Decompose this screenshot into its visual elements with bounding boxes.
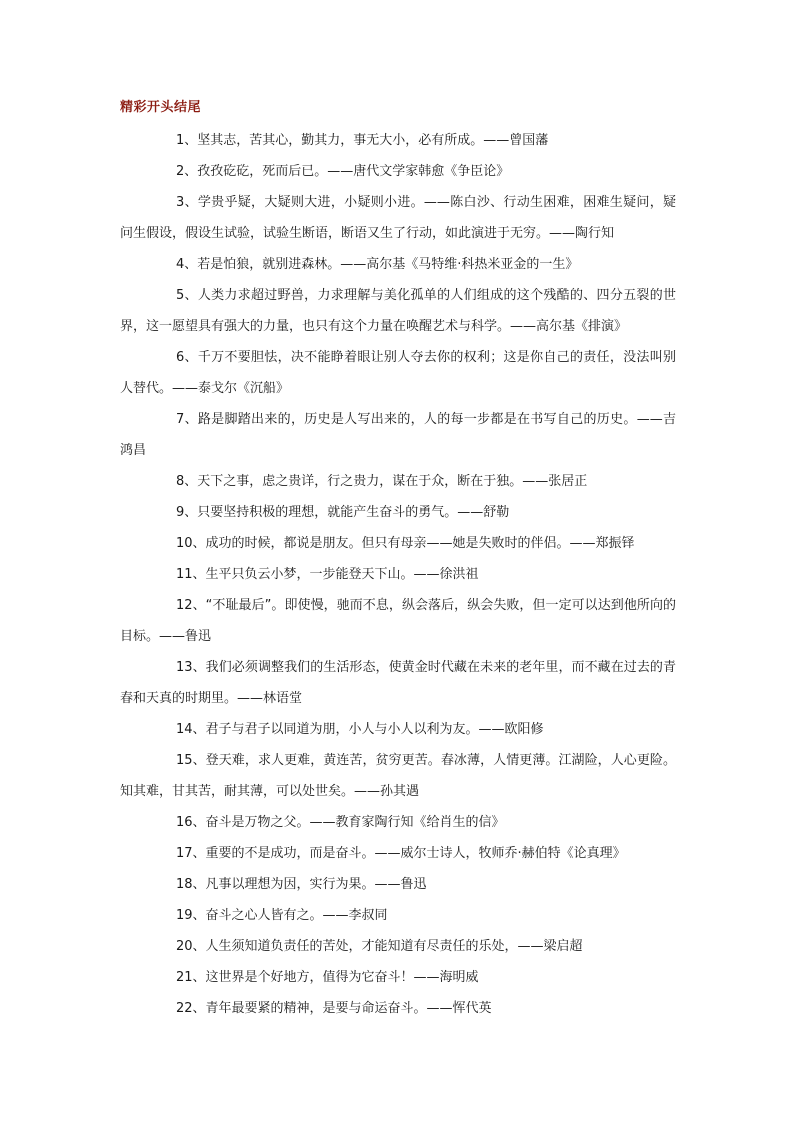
quote-21: 21、这世界是个好地方，值得为它奋斗！——海明威 bbox=[176, 970, 479, 985]
quote-6: 6、千万不要胆怯，决不能睁着眼让别人夺去你的权利；这是你自己的责任，没法叫别人替代。——泰戈尔《沉船》 bbox=[120, 350, 676, 396]
quote-2: 2、孜孜矻矻，死而后已。——唐代文学家韩愈《争臣论》 bbox=[176, 164, 510, 179]
quote-4: 4、若是怕狼，就别进森林。——高尔基《马特维·科热米亚金的一生》 bbox=[176, 257, 579, 272]
quote-19: 19、奋斗之心人皆有之。——李叔同 bbox=[176, 908, 388, 923]
quote-11: 11、生平只负云小梦，一步能登天下山。——徐洪祖 bbox=[176, 567, 479, 582]
quote-9: 9、只要坚持积极的理想，就能产生奋斗的勇气。——舒勒 bbox=[176, 505, 510, 520]
quote-7: 7、路是脚踏出来的，历史是人写出来的，人的每一步都是在书写自己的历史。——吉鸿昌 bbox=[120, 412, 676, 458]
quote-16: 16、奋斗是万物之父。——教育家陶行知《给肖生的信》 bbox=[176, 815, 505, 830]
quote-17: 17、重要的不是成功，而是奋斗。——威尔士诗人，牧师乔·赫伯特《论真理》 bbox=[176, 846, 626, 861]
document-page bbox=[120, 98, 676, 1024]
quote-22: 22、青年最要紧的精神，是要与命运奋斗。——恽代英 bbox=[176, 1001, 492, 1016]
quote-list bbox=[120, 125, 676, 1024]
quote-1: 1、坚其志，苦其心，勤其力，事无大小，必有所成。——曾国藩 bbox=[176, 133, 549, 148]
quote-15: 15、登天难，求人更难，黄连苦，贫穷更苦。春冰薄，人情更薄。江湖险，人心更险。知其难，甘其苦，耐其薄，可以处世矣。——孙其遇 bbox=[120, 753, 676, 799]
quote-13: 13、我们必须调整我们的生活形态，使黄金时代藏在未来的老年里，而不藏在过去的青春和天真的时期里。——林语堂 bbox=[120, 660, 676, 706]
quote-18: 18、凡事以理想为因，实行为果。——鲁迅 bbox=[176, 877, 427, 892]
quote-14: 14、君子与君子以同道为朋，小人与小人以利为友。——欧阳修 bbox=[176, 722, 544, 737]
quote-5: 5、人类力求超过野兽，力求理解与美化孤单的人们组成的这个残酷的、四分五裂的世界，这一愿望具有强大的力量，也只有这个力量在唤醒艺术与科学。——高尔基《排演》 bbox=[120, 288, 676, 334]
document-title: 精彩开头结尾 bbox=[120, 100, 202, 115]
quote-8: 8、天下之事，虑之贵详，行之贵力，谋在于众，断在于独。——张居正 bbox=[176, 474, 588, 489]
quote-20: 20、人生须知道负责任的苦处，才能知道有尽责任的乐处，——梁启超 bbox=[176, 939, 583, 954]
quote-10: 10、成功的时候，都说是朋友。但只有母亲——她是失败时的伴侣。——郑振铎 bbox=[176, 536, 635, 551]
quote-12: 12、“不耻最后”。即使慢，驰而不息，纵会落后，纵会失败，但一定可以达到他所向的目标。——鲁迅 bbox=[120, 598, 676, 644]
quote-3: 3、学贵乎疑，大疑则大进，小疑则小进。——陈白沙、行动生困难，困难生疑问，疑问生假设，假设生试验，试验生断语，断语又生了行动，如此演进于无穷。——陶行知 bbox=[120, 195, 676, 241]
